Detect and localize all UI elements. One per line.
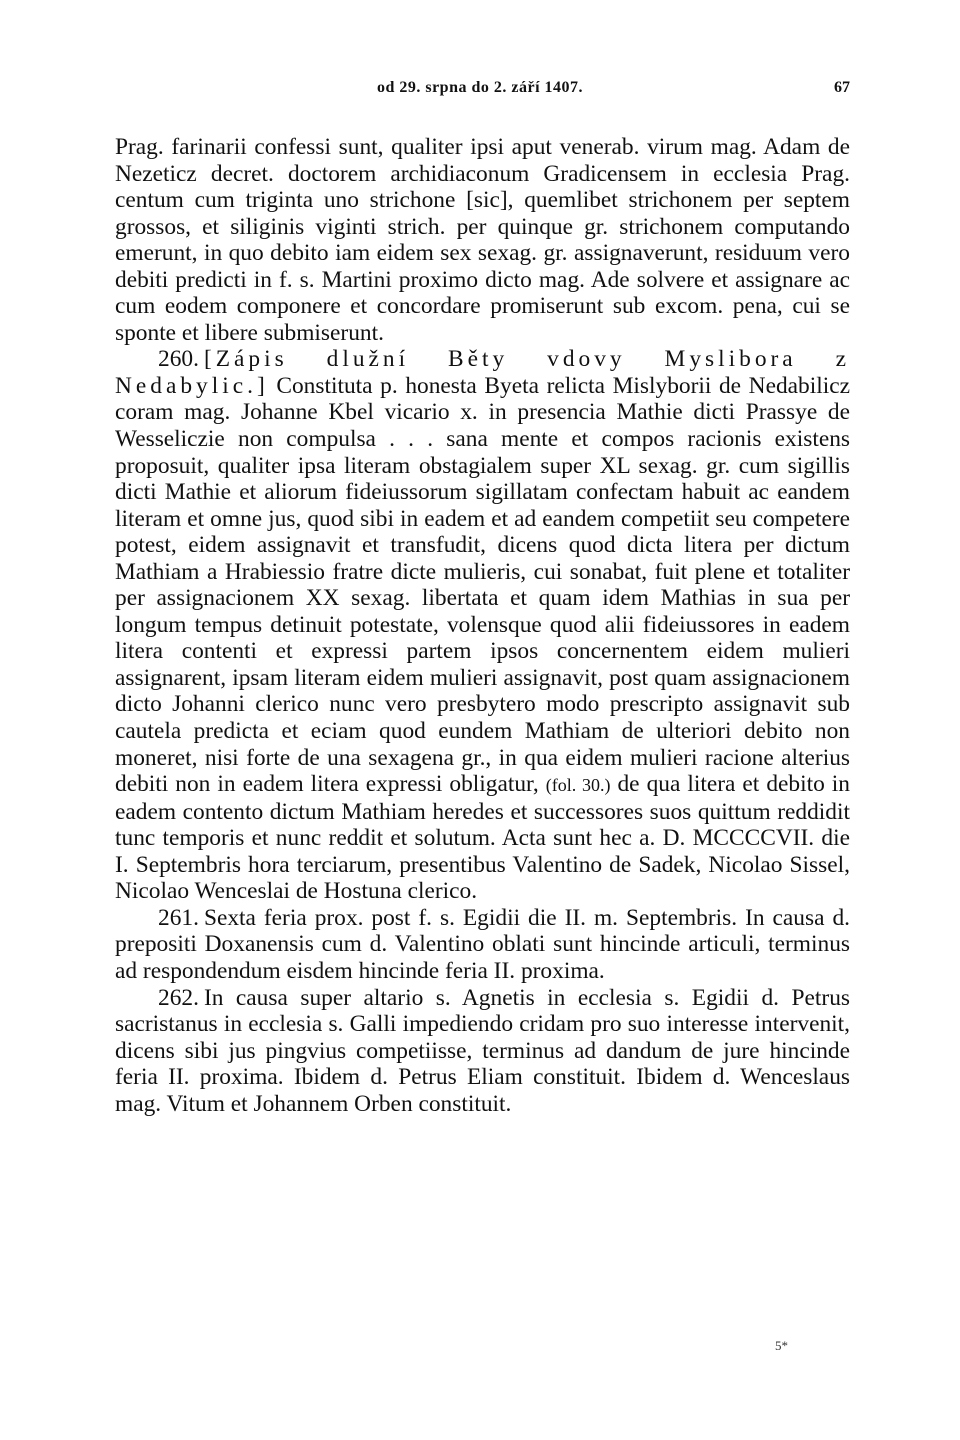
page-header [110, 79, 850, 103]
continuation-paragraph: Prag. farinarii confessi sunt, qualiter ipsi aput venerab. virum mag. Adam de Nezeticz decret. doctorem archidiaconum Gradicensem in ecclesia Prag. centum cum triginta uno strichone [sic], quemlibet strichonem per septem grossos, et siliginis viginti strich. per quinque gr. strichonem computando emerunt, in quo debito iam eidem sex sexag. gr. assignaverunt, residuum vero debiti predicti in f. s. Martini proximo dicto mag. Ade solvere et assignare ac cum eodem componere et concordare promiserunt sub excom. pena, cui se sponte et libere submiserunt. [115, 134, 850, 346]
entry-text-continued: de qua litera et debito in eadem contento dictum Mathiam heredes et successores suos quittum reddidit tunc temporis et nunc reddit et solutum. Acta sunt hec a. D. MCCCCVII. die I. Septembris hora terciarum, presentibus Valentino de Sadek, Nicolao Sissel, Nicolao Wenceslai de Hostuna clerico. [115, 771, 850, 905]
folio-marker: (fol. 30.) [545, 775, 611, 796]
running-title: od 29. srpna do 2. září 1407. [376, 79, 584, 96]
entry-text: Constituta p. honesta Byeta relicta Mislyborii de Nedabilicz coram mag. Johanne Kbel vicario x. in presencia Mathie dicti Prassye de Wesseliczie non compulsa . . . sana mente et compos racionis existens proposuit, qualiter ipsa literam obstagialem super XL sexag. gr. cum sigillis dicti Mathie et aliorum fideiussorum sigillatam confectam habuit ac eandem literam et omne jus, quod sibi in eadem et ad eandem competiit seu competere potest, eidem assignavit et transfudit, dicens quod dicta litera per dictum Mathiam a Hrabiessio fratre dicte mulieris, cui sonabat, fuit plene et totaliter per assignacionem XX sexag. libertata et quam idem Mathias in sua per longum tempus detinuit potestate, volensque quod alii fideiussores in eadem litera contenti et expressi partem ipsos concernentem eidem mulieri assignarent, ipsam literam eidem mulieri assignavit, post quam assignacionem dicto Johanni clerico nunc vero presbytero modo prescripto assignavit sub cautela predicta et eciam quod eundem Mathiam de ulteriori debito non moneret, nisi forte de una sexagena gr., in qua eidem mulieri racione alterius debiti non in eadem litera expressi obligatur, [115, 372, 850, 798]
page-number: 67 [834, 79, 850, 96]
entry-number: 262. [158, 984, 199, 1011]
body-text [115, 134, 850, 1117]
entry-number: 261. [158, 904, 199, 931]
entry-260 [115, 346, 850, 904]
entry-text: Sexta feria prox. post f. s. Egidii die II. m. Septembris. In causa d. prepositi Doxanensis cum d. Valentino oblati sunt hincinde articuli, terminus ad respondendum eisdem hincinde feria II. proxima. [115, 904, 850, 984]
entry-261 [115, 905, 850, 985]
signature-mark: 5* [775, 1338, 788, 1353]
entry-262 [115, 985, 850, 1118]
entry-text: In causa super altario s. Agnetis in ecclesia s. Egidii d. Petrus sacristanus in ecclesia s. Galli impediendo cridam pro suo interesse intervenit, dicens sibi jus pingvius competiisse, terminus ad dandum de jure hincinde feria II. proxima. Ibidem d. Petrus Eliam constituit. Ibidem d. Wenceslaus mag. Vitum et Johannem Orben constituit. [115, 984, 850, 1117]
entry-heading: [Zápis dlužní Běty vdovy Myslibora z Nedabylic.] [115, 346, 850, 399]
entry-number: 260. [158, 346, 199, 373]
